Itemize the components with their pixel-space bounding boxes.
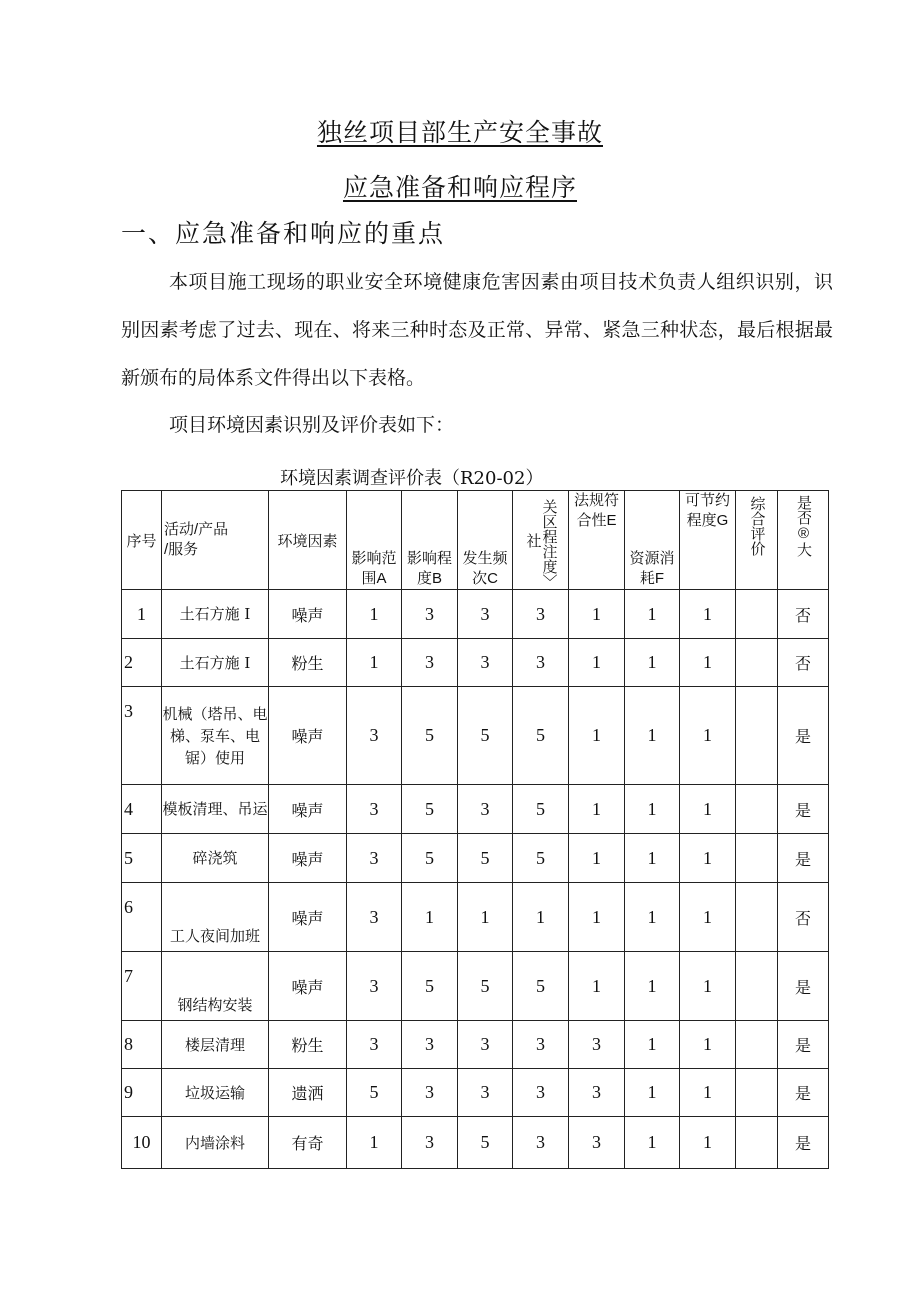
row-number: 2	[122, 639, 162, 687]
row-value-c: 3	[458, 785, 513, 834]
header-a-line2: 围A	[361, 570, 387, 587]
table-intro: 项目环境因素识别及评价表如下：	[169, 414, 455, 436]
header-a	[347, 491, 402, 590]
row-value-d: 5	[513, 785, 569, 834]
row-value-e: 1	[569, 952, 625, 1021]
row-value-g: 1	[680, 785, 736, 834]
header-d	[513, 491, 569, 590]
row-value-g: 1	[680, 834, 736, 883]
row-value-i: 是	[778, 834, 829, 883]
table-row	[122, 1117, 829, 1169]
row-value-h	[736, 1069, 778, 1117]
row-number: 5	[122, 834, 162, 883]
row-value-a: 3	[347, 952, 402, 1021]
row-value-e: 1	[569, 590, 625, 639]
header-a-line1: 影响范	[351, 550, 397, 567]
row-value-d: 1	[513, 883, 569, 952]
row-value-h	[736, 952, 778, 1021]
row-value-g: 1	[680, 687, 736, 785]
row-value-h	[736, 785, 778, 834]
header-f-line1: 资源消	[629, 550, 675, 567]
row-value-c: 3	[458, 1021, 513, 1069]
row-value-f: 1	[625, 1117, 680, 1169]
header-activity-line1: 活动/产品	[164, 521, 229, 538]
row-value-i: 是	[778, 1021, 829, 1069]
header-b	[402, 491, 458, 590]
row-value-d: 3	[513, 1069, 569, 1117]
row-number: 8	[122, 1021, 162, 1069]
row-value-h	[736, 883, 778, 952]
row-activity: 土石方施 I	[162, 590, 269, 639]
row-value-i: 是	[778, 952, 829, 1021]
row-value-e: 1	[569, 639, 625, 687]
row-number: 4	[122, 785, 162, 834]
row-value-c: 3	[458, 639, 513, 687]
row-value-a: 5	[347, 1069, 402, 1117]
header-d-text: 关区程注度〉社	[524, 498, 558, 582]
row-value-g: 1	[680, 883, 736, 952]
row-value-d: 5	[513, 834, 569, 883]
row-activity: 机械（塔吊、电梯、泵车、电锯）使用	[162, 687, 269, 785]
row-factor: 噪声	[269, 590, 347, 639]
header-e-line1: 法规符	[573, 492, 619, 509]
row-value-f: 1	[625, 687, 680, 785]
header-e-line2: 合性E	[576, 512, 617, 529]
row-number: 1	[122, 590, 162, 639]
row-activity: 土石方施 I	[162, 639, 269, 687]
row-value-e: 3	[569, 1021, 625, 1069]
table-row	[122, 687, 829, 785]
row-number: 10	[122, 1117, 162, 1169]
row-activity: 模板清理、吊运	[162, 785, 269, 834]
row-value-h	[736, 639, 778, 687]
row-value-i: 是	[778, 687, 829, 785]
row-value-h	[736, 687, 778, 785]
header-b-line2: 度B	[416, 570, 442, 587]
row-value-h	[736, 834, 778, 883]
row-value-f: 1	[625, 952, 680, 1021]
row-value-d: 3	[513, 1117, 569, 1169]
row-value-e: 3	[569, 1069, 625, 1117]
row-activity: 工人夜间加班	[162, 883, 269, 952]
row-factor: 粉生	[269, 1021, 347, 1069]
table-caption: 环境因素调查评价表（R20-02）	[280, 468, 544, 489]
row-number: 6	[122, 883, 162, 952]
header-b-line1: 影响程	[406, 550, 452, 567]
row-factor: 噪声	[269, 687, 347, 785]
table-row	[122, 883, 829, 952]
row-value-e: 1	[569, 785, 625, 834]
row-value-b: 1	[402, 883, 458, 952]
row-value-h	[736, 1117, 778, 1169]
row-value-b: 3	[402, 590, 458, 639]
row-value-c: 5	[458, 687, 513, 785]
row-value-d: 3	[513, 639, 569, 687]
row-value-f: 1	[625, 639, 680, 687]
row-value-g: 1	[680, 1021, 736, 1069]
row-value-b: 3	[402, 1069, 458, 1117]
row-value-g: 1	[680, 1117, 736, 1169]
row-value-b: 3	[402, 1117, 458, 1169]
row-value-f: 1	[625, 785, 680, 834]
environment-factor-table	[121, 490, 829, 1169]
row-value-a: 1	[347, 590, 402, 639]
row-factor: 噪声	[269, 952, 347, 1021]
row-value-b: 5	[402, 785, 458, 834]
header-seq: 序号	[122, 491, 162, 590]
header-c-line2: 次C	[472, 570, 498, 587]
row-value-d: 5	[513, 952, 569, 1021]
row-value-a: 3	[347, 1021, 402, 1069]
row-value-g: 1	[680, 1069, 736, 1117]
row-value-a: 1	[347, 639, 402, 687]
table-body	[122, 590, 829, 1169]
table-row	[122, 590, 829, 639]
row-value-i: 是	[778, 1117, 829, 1169]
row-value-c: 1	[458, 883, 513, 952]
row-factor: 有奇	[269, 1117, 347, 1169]
table-row	[122, 639, 829, 687]
row-activity: 钢结构安装	[162, 952, 269, 1021]
header-g-line2: 程度G	[686, 512, 729, 529]
header-f-line2: 耗F	[639, 570, 665, 587]
document-title-line2	[0, 168, 920, 204]
row-value-a: 3	[347, 687, 402, 785]
row-value-i: 否	[778, 639, 829, 687]
row-number: 7	[122, 952, 162, 1021]
row-value-h	[736, 1021, 778, 1069]
row-value-b: 5	[402, 952, 458, 1021]
document-title-line1	[0, 113, 920, 149]
row-value-c: 3	[458, 590, 513, 639]
table-row	[122, 1069, 829, 1117]
row-factor: 粉生	[269, 639, 347, 687]
table-row	[122, 834, 829, 883]
row-value-a: 3	[347, 834, 402, 883]
row-activity: 内墙涂料	[162, 1117, 269, 1169]
header-g	[680, 491, 736, 590]
row-activity: 碎浇筑	[162, 834, 269, 883]
row-value-i: 否	[778, 883, 829, 952]
row-value-i: 是	[778, 1069, 829, 1117]
row-value-c: 5	[458, 834, 513, 883]
row-value-c: 3	[458, 1069, 513, 1117]
header-c-line1: 发生频	[462, 550, 508, 567]
header-f	[625, 491, 680, 590]
row-value-g: 1	[680, 590, 736, 639]
table-row	[122, 785, 829, 834]
row-value-i: 是	[778, 785, 829, 834]
table-row	[122, 952, 829, 1021]
row-value-g: 1	[680, 952, 736, 1021]
section-heading: 一、应急准备和响应的重点	[121, 219, 446, 248]
row-value-d: 3	[513, 590, 569, 639]
row-value-c: 5	[458, 1117, 513, 1169]
header-activity-line2: /服务	[164, 541, 199, 558]
header-h-text: 综合评价	[748, 496, 766, 556]
row-value-d: 3	[513, 1021, 569, 1069]
row-value-f: 1	[625, 834, 680, 883]
header-g-line1: 可节约	[684, 492, 730, 509]
row-value-d: 5	[513, 687, 569, 785]
row-value-g: 1	[680, 639, 736, 687]
row-value-f: 1	[625, 883, 680, 952]
row-activity: 楼层清理	[162, 1021, 269, 1069]
row-factor: 噪声	[269, 834, 347, 883]
row-value-f: 1	[625, 1069, 680, 1117]
body-paragraph: 本项目施工现场的职业安全环境健康危害因素由项目技术负责人组织识别，识别因素考虑了过去、现在、将来三种时态及正常、异常、紧急三种状态，最后根据最新颁布的局体系文件得出以下表格。	[121, 271, 833, 389]
row-activity: 垃圾运输	[162, 1069, 269, 1117]
row-value-e: 1	[569, 687, 625, 785]
document-title-line2-text: 应急准备和响应程序	[342, 173, 577, 202]
row-value-a: 3	[347, 785, 402, 834]
row-number: 3	[122, 687, 162, 785]
row-value-c: 5	[458, 952, 513, 1021]
header-e	[569, 491, 625, 590]
header-i	[778, 491, 829, 590]
row-value-e: 1	[569, 834, 625, 883]
row-value-a: 1	[347, 1117, 402, 1169]
row-value-h	[736, 590, 778, 639]
row-value-b: 5	[402, 687, 458, 785]
row-value-e: 3	[569, 1117, 625, 1169]
header-c	[458, 491, 513, 590]
row-factor: 噪声	[269, 883, 347, 952]
table-row	[122, 1021, 829, 1069]
row-value-b: 3	[402, 639, 458, 687]
row-value-i: 否	[778, 590, 829, 639]
row-value-a: 3	[347, 883, 402, 952]
row-value-b: 5	[402, 834, 458, 883]
row-value-f: 1	[625, 590, 680, 639]
row-factor: 噪声	[269, 785, 347, 834]
document-title-line1-text: 独丝项目部生产安全事故	[316, 118, 603, 147]
header-i-text: 是否®大	[795, 495, 812, 557]
row-value-b: 3	[402, 1021, 458, 1069]
header-h	[736, 491, 778, 590]
row-number: 9	[122, 1069, 162, 1117]
header-activity	[162, 491, 269, 590]
header-factor: 环境因素	[269, 491, 347, 590]
row-value-e: 1	[569, 883, 625, 952]
table-header-row	[122, 491, 829, 590]
row-value-f: 1	[625, 1021, 680, 1069]
row-factor: 遗洒	[269, 1069, 347, 1117]
